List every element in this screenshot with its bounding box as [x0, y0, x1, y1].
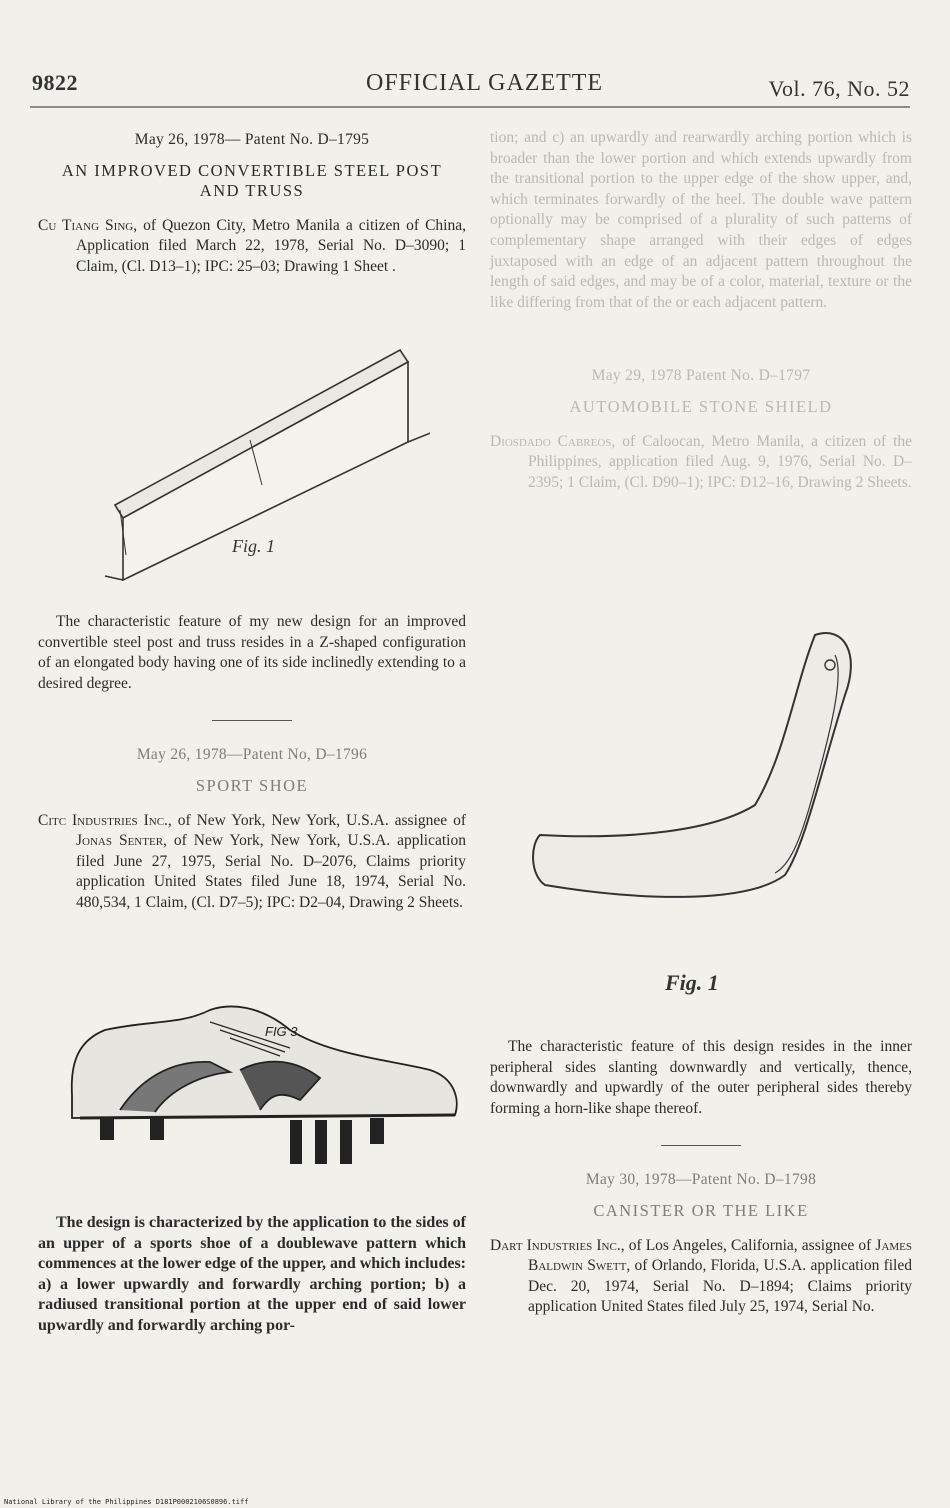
entry3-title: AUTOMOBILE STONE SHIELD	[569, 396, 833, 416]
cleat	[150, 1118, 164, 1140]
post-bottom-edge	[105, 576, 123, 580]
entry2-applicant	[38, 811, 466, 914]
volume-number: Vol. 76, No. 52	[768, 76, 910, 101]
entry4-applicant-name: Dart Industries Inc.	[490, 1236, 621, 1254]
header-rule	[30, 106, 910, 108]
entry1-applicant-name: Cu Tiang Sing	[38, 216, 134, 234]
page-number: 9822	[32, 70, 78, 95]
entry4-assignee-name: James Baldwin Swett	[528, 1236, 912, 1275]
cleat	[340, 1120, 352, 1164]
cleat	[315, 1120, 327, 1164]
entry2-assignee-name: Jonas Senter	[76, 832, 164, 850]
entry4-applicant-text-b: , of Orlando, Florida, U.S.A. application filed Dec. 20, 1974, Serial No. D–1894; Claims priority application United States filed July 25, 1974, Serial No.	[528, 1257, 912, 1316]
entry2-description-block	[38, 1213, 466, 1337]
entry1-title-line2: AND TRUSS	[199, 181, 305, 201]
entry4-dateline: May 30, 1978—Patent No. D–1798	[585, 1171, 817, 1189]
stone-shield-figure	[515, 615, 865, 1005]
entry2-applicant-name: Citc Industries Inc.	[38, 811, 168, 829]
entry-steel-post	[38, 130, 466, 288]
entry-continuation	[490, 128, 912, 503]
sport-shoe-figure	[60, 1000, 470, 1175]
cleat	[370, 1118, 384, 1144]
separator	[212, 720, 292, 721]
entry3-applicant-text: , of Caloocan, Metro Manila, a citizen of the Philippines, application filed Aug. 9, 1976, Serial No. D–2395; 1 Claim, (Cl. D90–1); IPC: D12–16, Drawing 2 Sheets.	[528, 432, 913, 491]
entry2-applicant-text-a: , of New York, New York, U.S.A. assignee of	[167, 811, 466, 829]
entry2-applicant-text-b: , of New York, New York, U.S.A. application filed June 27, 1975, Serial No. D–2076, Claims priority application United States filed June 18, 1974, Serial No. 480,534, 1 Claim, (Cl. D7–5); IPC: D2–04, Drawing 2 Sheets.	[76, 832, 466, 911]
entry-canister	[490, 1037, 912, 1328]
separator	[661, 1145, 741, 1146]
fig1-label: Fig. 1	[232, 536, 275, 556]
entry2-dateline: May 26, 1978—Patent No, D–1796	[136, 746, 368, 764]
entry4-applicant-text-a: , of Los Angeles, California, assignee of	[620, 1236, 876, 1254]
entry1-applicant-text: , of Quezon City, Metro Manila a citizen of China, Application filed March 22, 1978, Serial No. D–3090; 1 Claim, (Cl. D13–1); IPC: 25–03; Drawing 1 Sheet .	[76, 216, 466, 275]
cleat	[100, 1118, 114, 1140]
entry3-applicant-name: Diosdado Cabreos	[490, 432, 612, 450]
entry1-description: The characteristic feature of my new design for an improved convertible steel post and truss resides in a Z-shaped configuration of an elongated body having one of its side inclinedly extending to a desired degree.	[38, 613, 466, 692]
entry4-applicant	[490, 1236, 912, 1318]
entry1-dateline: May 26, 1978— Patent No. D–1795	[134, 131, 370, 148]
entry-sport-shoe	[38, 612, 466, 924]
entry2-description: The design is characterized by the application to the sides of an upper of a sports shoe of a doublewave pattern which commences at the lower edge of the upper, and which includes: a) a lower upwardly and forwardly arching portion; b) a radiused transitional portion at the upper end of said lower upwardly and forwardly arching por-	[38, 1214, 466, 1334]
entry1-title-line1: AN IMPROVED CONVERTIBLE STEEL POST	[61, 160, 443, 180]
fig3-label: FIG 3	[265, 1024, 298, 1039]
entry2-description-continued: tion; and c) an upwardly and rearwardly arching portion which is broader than the lower portion and which extends upwardly from the transitional portion to the upper edge of the show upper, and, which terminates forwardly of the heel. The double wave pattern optionally may be comprised of a plurality of such patterns of complementary shape arranged with their edges of edges juxtaposed with an edge of an adjacent pattern throughout the length of said edges, and may be of a color, material, texture or the like differing from that of the or each adjacent pattern.	[490, 129, 912, 311]
cleat	[290, 1120, 302, 1164]
entry2-title: SPORT SHOE	[195, 775, 309, 795]
entry3-dateline: May 29, 1978 Patent No. D–1797	[591, 367, 811, 385]
entry4-title: CANISTER OR THE LIKE	[593, 1200, 809, 1220]
gazette-title: OFFICIAL GAZETTE	[366, 70, 604, 96]
shoe-cleats	[100, 1118, 384, 1164]
scan-footer: National Library of the Philippines D181P0002106S0896.tiff	[4, 1498, 249, 1506]
shield-body	[533, 633, 851, 897]
entry1-applicant	[38, 216, 466, 278]
post-bottom-flange	[408, 430, 430, 442]
entry3-applicant	[490, 432, 912, 494]
entry3-description: The characteristic feature of this design resides in the inner peripheral sides slanting downwardly and vertically, thence, downwardly and upwardly of the outer peripheral sides thereby forming a horn-like shape thereof.	[490, 1038, 912, 1117]
fig1-shield-label: Fig. 1	[665, 970, 719, 995]
steel-post-figure	[90, 330, 430, 590]
